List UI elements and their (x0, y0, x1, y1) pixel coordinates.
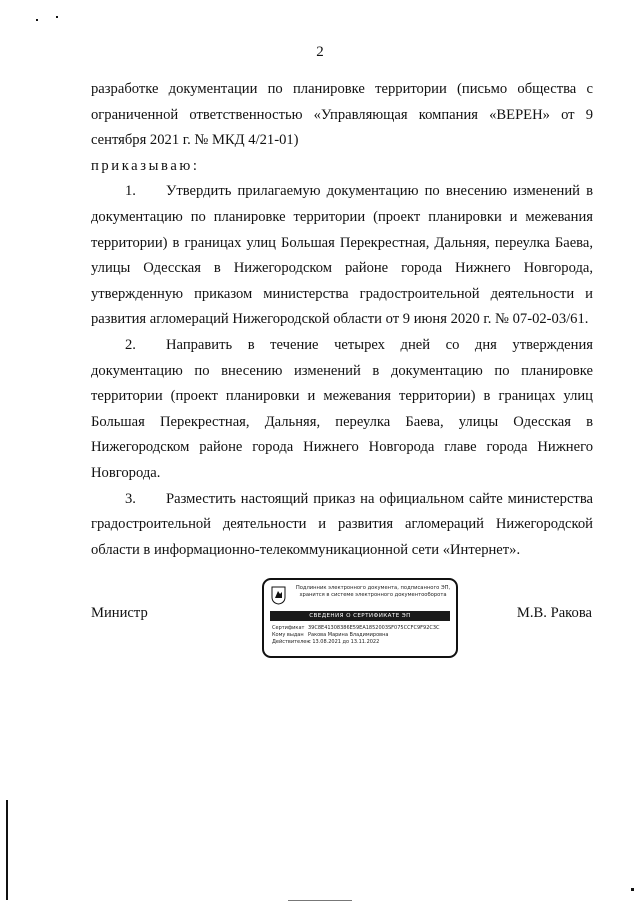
stamp-header: Подлинник электронного документа, подписанного ЭП, хранится в системе электронного документооборота (295, 585, 451, 598)
item-text: Направить в течение четырех дней со дня утверждения документацию по внесению изменений в документацию по планировке территории (проект планировки и межевания территории) в границах улиц Большая Перекрестная, Дальняя, переулка Баева, улицы Одесская в Нижегородском районе города Нижнего Новгорода главе города Нижнего Новгорода. (91, 336, 593, 481)
cert-row: Сертификат 39C8E41308386E59EA1852003SF075CCFC9F92C3C (272, 625, 440, 631)
scan-dot (631, 888, 634, 891)
scan-dot (56, 16, 58, 18)
order-word: приказываю: (91, 157, 200, 174)
signer-name: М.В. Ракова (516, 605, 592, 621)
stamp-details (272, 625, 440, 646)
valid-row: Действителенс 13.08.2021 до 13.11.2022 (272, 639, 380, 645)
scan-bottom-line (288, 900, 352, 901)
page-number: 2 (316, 44, 324, 60)
coat-of-arms-icon (271, 586, 286, 605)
item-3 (91, 487, 593, 564)
item-text: Утвердить прилагаемую документацию по внесению изменений в документацию по планировке территории (проект планировки и межевания территории) в границах улиц Большая Перекрестная, Дальняя, переулка Баева, улицы Одесская в Нижегородском районе города Нижнего Новгорода, утвержденную приказом министерства градостроительной деятельности и развития агломераций Нижегородской области от 9 июня 2020 г. № 07-02-03/61. (91, 183, 593, 328)
e-signature-stamp (262, 578, 458, 658)
scan-dot (36, 19, 38, 21)
item-text: Разместить настоящий приказ на официальном сайте министерства градостроительной деятельности и развития агломераций Нижегородской области в информационно-телекоммуникационной сети «Интернет». (91, 490, 593, 558)
signer-position: Министр (91, 605, 148, 621)
item-2 (91, 333, 593, 487)
stamp-title: СВЕДЕНИЯ О СЕРТИФИКАТЕ ЭП (270, 611, 450, 621)
scan-edge-line (6, 800, 8, 900)
owner-row: Кому выдан Ракова Марина Владимировна (272, 632, 389, 638)
item-number: 3. (125, 490, 136, 507)
document-body (91, 77, 593, 563)
intro-paragraph: разработке документации по планировке территории (письмо общества с ограниченной ответственностью «Управляющая компания «ВЕРЕН» от 9 сентября 2021 г. № МКД 4/21-01) (91, 81, 593, 149)
item-number: 2. (125, 336, 136, 353)
item-1 (91, 179, 593, 333)
item-number: 1. (125, 183, 136, 200)
